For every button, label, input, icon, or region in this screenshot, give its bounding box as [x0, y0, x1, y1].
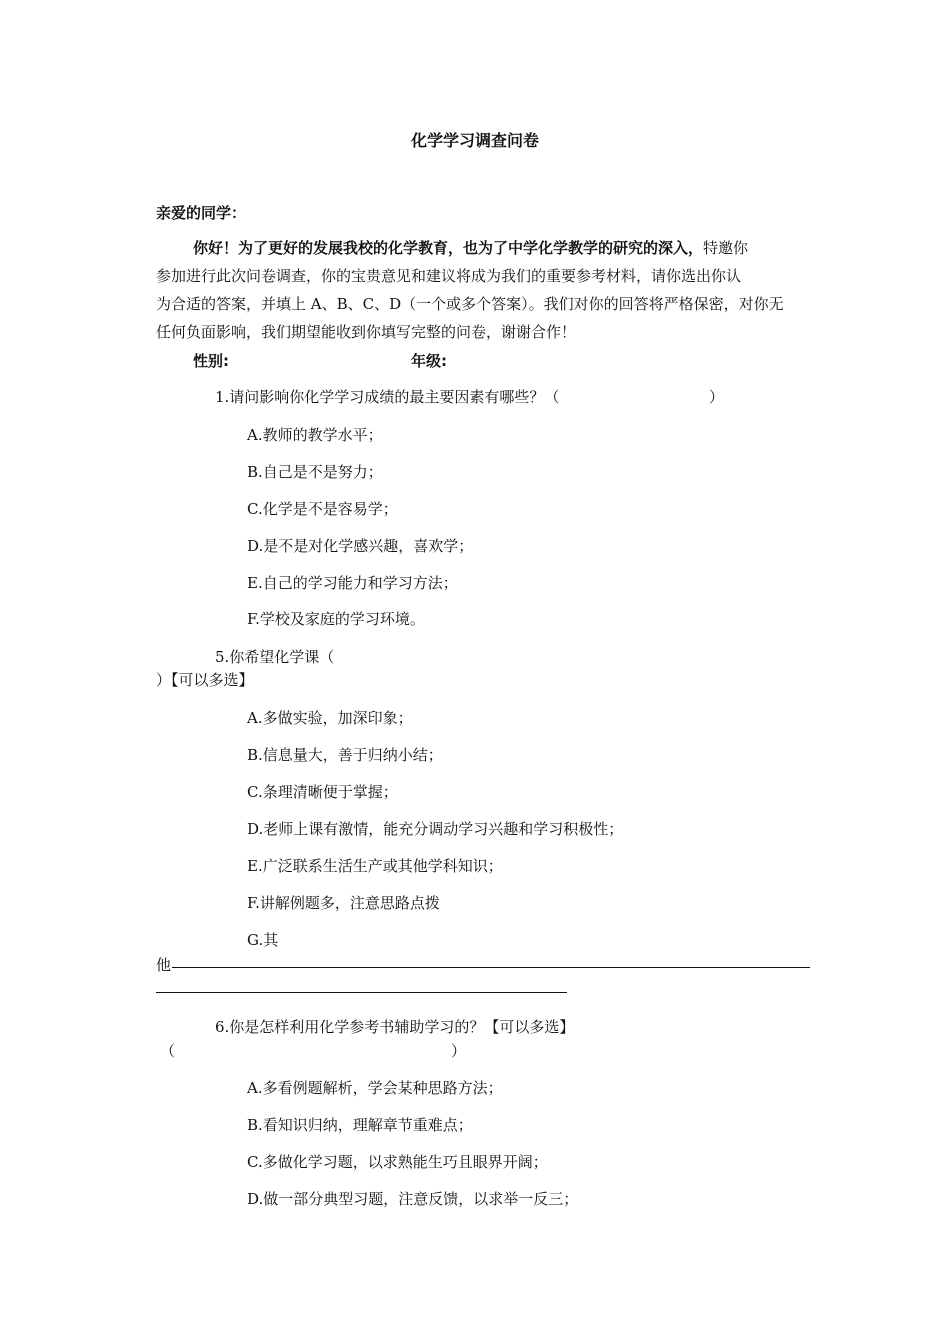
question-1-close: ） [709, 388, 725, 406]
question-1: 1.请问影响你化学学习成绩的最主要因素有哪些？（ [215, 388, 560, 406]
q5-option-b: B.信息量大，善于归纳小结； [247, 746, 443, 764]
question-5: 5.你希望化学课（ [215, 648, 335, 666]
q5-option-g-continued: 他 [156, 956, 172, 974]
q1-option-f: F.学校及家庭的学习环境。 [247, 610, 425, 628]
q6-option-a: A.多看例题解析，学会某种思路方法； [247, 1079, 503, 1097]
q1-option-b: B.自己是不是努力； [247, 463, 383, 481]
intro-line2: 参加进行此次问卷调查，你的宝贵意见和建议将成为我们的重要参考材料，请你选出你认 [156, 267, 742, 285]
intro-line3: 为合适的答案，并填上 A、B、C、D（一个或多个答案）。我们对你的回答将严格保密，对你无 [156, 295, 784, 313]
q1-option-d: D.是不是对化学感兴趣，喜欢学； [247, 537, 474, 555]
question-5-close: ）【可以多选】 [156, 671, 254, 689]
question-6: 6.你是怎样利用化学参考书辅助学习的？【可以多选】 [215, 1018, 575, 1036]
answer-line-2 [156, 992, 567, 993]
q6-option-c: C.多做化学习题，以求熟能生巧且眼界开阔； [247, 1153, 548, 1171]
q5-option-d: D.老师上课有激情，能充分调动学习兴趣和学习积极性； [247, 820, 624, 838]
q1-option-e: E.自己的学习能力和学习方法； [247, 574, 458, 592]
q6-option-b: B.看知识归纳，理解章节重难点； [247, 1116, 473, 1134]
intro-bold-lead: 你好！为了更好的发展我校的化学教育，也为了中学化学教学的研究的深入， [193, 239, 704, 257]
gender-label: 性别: [193, 352, 229, 370]
q1-option-c: C.化学是不是容易学； [247, 500, 398, 518]
q5-option-f: F.讲解例题多，注意思路点拨 [247, 894, 440, 912]
q5-option-e: E.广泛联系生活生产或其他学科知识； [247, 857, 503, 875]
q5-option-a: A.多做实验，加深印象； [247, 709, 413, 727]
question-6-close: ） [451, 1042, 467, 1060]
q1-option-a: A.教师的教学水平； [247, 426, 383, 444]
intro-line4: 任何负面影响，我们期望能收到你填写完整的问卷，谢谢合作！ [156, 323, 577, 341]
q6-option-d: D.做一部分典型习题，注意反馈，以求举一反三； [247, 1190, 579, 1208]
document-title: 化学学习调查问卷 [410, 131, 539, 150]
question-6-open: （ [160, 1042, 176, 1060]
greeting: 亲爱的同学： [156, 204, 247, 222]
intro-line1-rest: 特邀你 [703, 239, 749, 257]
answer-line-1 [172, 967, 810, 968]
q5-option-c: C.条理清晰便于掌握； [247, 783, 398, 801]
intro-paragraph [156, 234, 816, 346]
q5-option-g: G.其 [247, 931, 279, 949]
grade-label: 年级: [411, 352, 447, 370]
